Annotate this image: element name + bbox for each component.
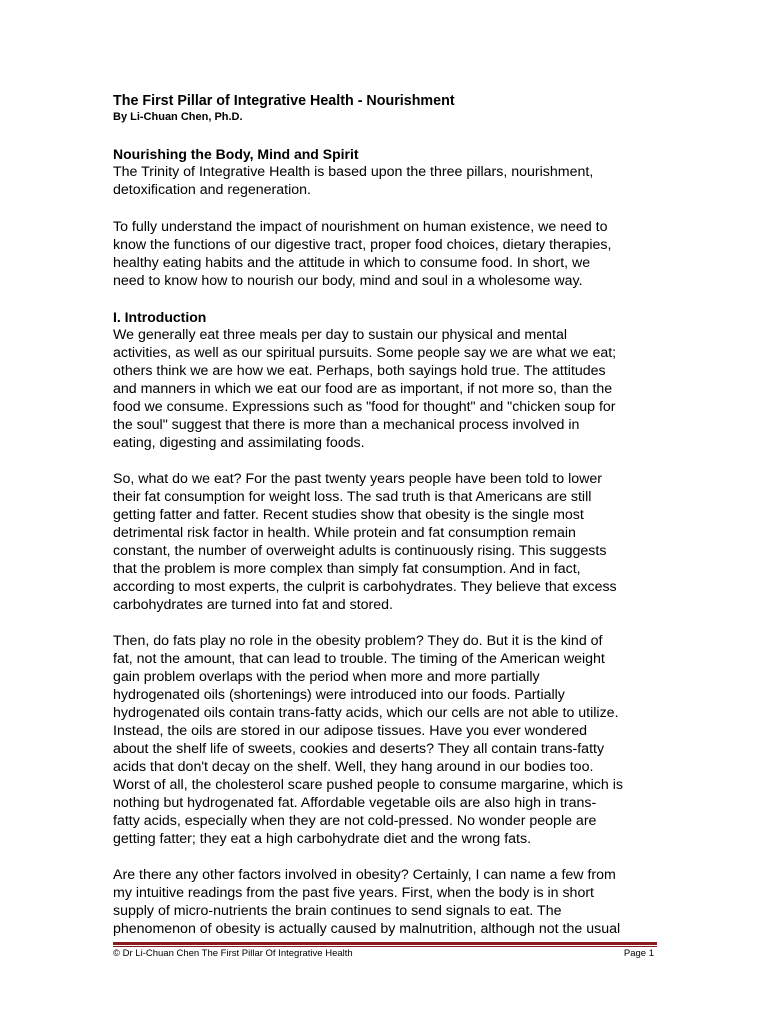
- paragraph-line: food we consume. Expressions such as "food for thought" and "chicken soup for: [113, 399, 616, 415]
- section-3: [113, 308, 616, 452]
- author-byline: By Li-Chuan Chen, Ph.D.: [113, 111, 243, 123]
- footer-rule-thin: [113, 946, 657, 947]
- paragraph-line: hydrogenated oils contain trans-fatty acids, which our cells are not able to utilize.: [113, 705, 619, 721]
- paragraph-line: the soul" suggest that there is more than a mechanical process involved in: [113, 417, 580, 433]
- section-2: [113, 218, 611, 290]
- paragraph-line: activities, as well as our spiritual pursuits. Some people say we are what we eat;: [113, 345, 617, 361]
- paragraph-line: healthy eating habits and the attitude in which to consume food. In short, we: [113, 255, 591, 271]
- paragraph-line: their fat consumption for weight loss. The sad truth is that Americans are still: [113, 489, 592, 505]
- paragraph-line: To fully understand the impact of nourishment on human existence, we need to: [113, 219, 608, 235]
- paragraph-line: Worst of all, the cholesterol scare pushed people to consume margarine, which is: [113, 777, 623, 793]
- paragraph-line: my intuitive readings from the past five years. First, when the body is in short: [113, 885, 595, 901]
- paragraph-line: know the functions of our digestive tract, proper food choices, dietary therapies,: [113, 237, 612, 253]
- document-title: The First Pillar of Integrative Health - Nourishment: [113, 93, 455, 109]
- footer-rule-thick: [113, 942, 657, 945]
- paragraph-line: So, what do we eat? For the past twenty years people have been told to lower: [113, 471, 602, 487]
- paragraph-line: detoxification and regeneration.: [113, 182, 311, 198]
- paragraph-line: carbohydrates are turned into fat and stored.: [113, 597, 393, 613]
- paragraph-line: Then, do fats play no role in the obesity problem? They do. But it is the kind of: [113, 633, 603, 649]
- section-4: [113, 470, 617, 614]
- paragraph-line: eating, digesting and assimilating foods.: [113, 435, 365, 451]
- paragraph-line: that the problem is more complex than simply fat consumption. And in fact,: [113, 561, 581, 577]
- paragraph-line: phenomenon of obesity is actually caused by malnutrition, although not the usual: [113, 921, 621, 937]
- paragraph-line: acids that don't decay on the shelf. Well, they hang around in our bodies too.: [113, 759, 594, 775]
- section-1: [113, 145, 593, 199]
- paragraph-line: The Trinity of Integrative Health is based upon the three pillars, nourishment,: [113, 164, 594, 180]
- paragraph-line: others think we are how we eat. Perhaps, both sayings hold true. The attitudes: [113, 363, 606, 379]
- paragraph-line: fatty acids, especially when they are not cold-pressed. No wonder people are: [113, 813, 597, 829]
- section-6: [113, 866, 620, 938]
- paragraph-line: getting fatter; they eat a high carbohydrate diet and the wrong fats.: [113, 831, 532, 847]
- paragraph-line: fat, not the amount, that can lead to trouble. The timing of the American weight: [113, 651, 605, 667]
- paragraph-line: need to know how to nourish our body, mind and soul in a wholesome way.: [113, 273, 583, 289]
- paragraph-line: gain problem overlaps with the period when more and more partially: [113, 669, 540, 685]
- paragraph-line: We generally eat three meals per day to sustain our physical and mental: [113, 327, 567, 343]
- paragraph-line: detrimental risk factor in health. While protein and fat consumption remain: [113, 525, 576, 541]
- paragraph-line: Instead, the oils are stored in our adipose tissues. Have you ever wondered: [113, 723, 587, 739]
- paragraph-line: constant, the number of overweight adults is continuously rising. This suggests: [113, 543, 607, 559]
- footer-copyright: © Dr Li-Chuan Chen The First Pillar Of Integrative Health: [113, 948, 353, 959]
- paragraph-line: getting fatter and fatter. Recent studies show that obesity is the single most: [113, 507, 584, 523]
- paragraph-line: hydrogenated oils (shortenings) were introduced into our foods. Partially: [113, 687, 565, 703]
- paragraph-line: and manners in which we eat our food are as important, if not more so, than the: [113, 381, 613, 397]
- section-heading: I. Introduction: [113, 309, 207, 325]
- paragraph-line: nothing but hydrogenated fat. Affordable vegetable oils are also high in trans-: [113, 795, 597, 811]
- section-5: [113, 632, 623, 848]
- section-heading: Nourishing the Body, Mind and Spirit: [113, 146, 359, 162]
- paragraph-line: supply of micro-nutrients the brain continues to send signals to eat. The: [113, 903, 562, 919]
- paragraph-line: according to most experts, the culprit is carbohydrates. They believe that excess: [113, 579, 617, 595]
- paragraph-line: about the shelf life of sweets, cookies and deserts? They all contain trans-fatty: [113, 741, 605, 757]
- paragraph-line: Are there any other factors involved in obesity? Certainly, I can name a few from: [113, 867, 616, 883]
- footer-page-number: Page 1: [623, 948, 654, 959]
